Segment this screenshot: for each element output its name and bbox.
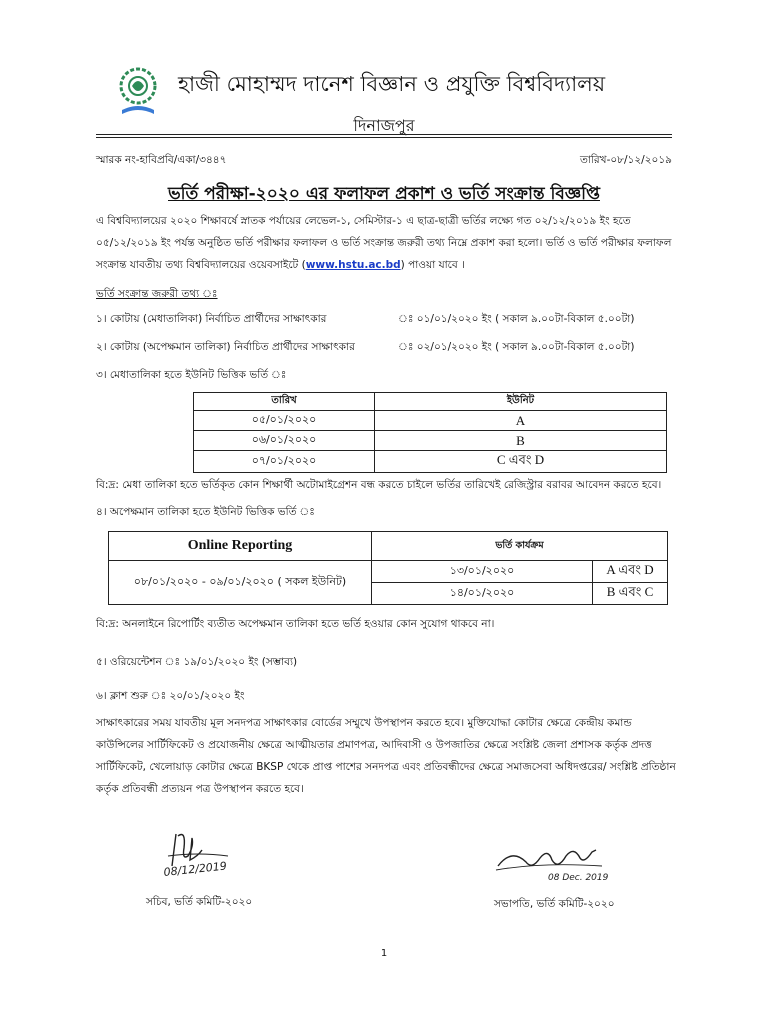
row-date: ০৫/০১/২০২০ [194,411,375,431]
table-row [194,451,667,473]
table-header-row [109,532,668,561]
row-date: ০৭/০১/২০২০ [194,451,375,473]
header-rule-thin [96,137,672,138]
page-number: 1 [380,948,388,959]
item-6-class-start: ৬। ক্লাশ শুরু ঃ ২০/০১/২০২০ ইং [96,690,245,702]
intro-text-end: ) পাওয়া যাবে । [400,259,465,271]
notice-date: তারিখ-০৮/১২/২০১৯ [579,154,672,166]
item-1-label: ১। কোটায় (মেধাতালিকা) নির্বাচিত প্রার্থীদের সাক্ষাৎকার [96,313,327,325]
item-5-orientation: ৫। ওরিয়েন্টেশন ঃ ১৯/০১/২০২০ ইং (সম্ভাব্য) [96,656,298,668]
note-online-reporting: বি:দ্র: অনলাইনে রিপোর্টিং ব্যতীত অপেক্ষমান তালিকা হতে ভর্তি হওয়ার কোন সুযোগ থাকবে না। [96,618,495,630]
reporting-date-range: ০৮/০১/২০২০ - ০৯/০১/২০২০ ( সকল ইউনিট) [109,561,372,605]
info-heading: ভর্তি সংক্রান্ত জরুরী তথ্য ঃ [96,288,218,300]
item-2-label: ২। কোটায় (অপেক্ষমান তালিকা) নির্বাচিত প্রার্থীদের সাক্ষাৎকার [96,341,355,353]
president-signature-date: 08 Dec. 2019 [548,873,609,883]
memo-number: স্মারক নং-হাবিপ্রবি/একা/৩৪৪৭ [96,154,227,166]
table-row [109,561,668,583]
row-date: ০৬/০১/২০২০ [194,431,375,451]
secretary-signature-date: 08/12/2019 [162,859,228,879]
merit-unit-table [193,392,667,473]
president-title: সভাপতি, ভর্তি কমিটি-২০২০ [494,898,615,910]
row-unit: A এবং D [593,561,668,583]
item-3-label: ৩। মেধাতালিকা হতে ইউনিট ভিত্তিক ভর্তি ঃ [96,369,287,381]
intro-paragraph [96,210,676,276]
note-migration: বি:দ্র: মেধা তালিকা হতে ভর্তিকৃত কোন শিক্ষার্থী অটোমাইগ্রেশন বন্ধ করতে চাইলে ভর্তির তারিখেই রেজিস্ট্রার বরাবর আবেদন করতে হবে। [96,479,662,491]
header-date: তারিখ [194,393,375,411]
row-unit: A [375,411,667,431]
header-rule [96,134,672,135]
closing-paragraph: সাক্ষাৎকারের সময় যাবতীয় মূল সনদপত্র সাক্ষাৎকার বোর্ডের সম্মুখে উপস্থাপন করতে হবে। মুক্তিযোদ্ধা কোটার ক্ষেত্রে কেন্দ্রীয় কমান্ড কাউন্সিলের সার্টিফিকেট ও প্রযোজনীয় ক্ষেত্রে আত্মীয়তার প্রমাণপত্র, আদিবাসী ও উপজাতির ক্ষেত্রে সংশ্লিষ্ট জেলা প্রশাসক কর্তৃক প্রদত্ত সার্টিফিকেট, খেলোয়াড় কোটার ক্ষেত্রে BKSP থেকে প্রাপ্ত পাশের সনদপত্র এবং প্রতিবন্ধীদের ক্ষেত্রে সমাজসেবা অধিদপ্তরের/ সংশ্লিষ্ট প্রতিষ্ঠান কর্তৃক প্রতিবন্ধী প্রত্যয়ন পত্র উপস্থাপন করতে হবে। [96,717,676,795]
item-4-label: ৪। অপেক্ষমান তালিকা হতে ইউনিট ভিত্তিক ভর্তি ঃ [96,506,315,518]
item-2-value: ঃ ০২/০১/২০২০ ইং ( সকাল ৯.০০টা-বিকাল ৫.০০টা) [398,341,635,353]
row-date: ১৪/০১/২০২০ [372,583,593,605]
item-1-value: ঃ ০১/০১/২০২০ ইং ( সকাল ৯.০০টা-বিকাল ৫.০০টা) [398,313,635,325]
intro-text: এ বিশ্ববিদ্যালয়ের ২০২০ শিক্ষাবর্ষে স্নাতক পর্যায়ের লেভেল-১, সেমিস্টার-১ এ ছাত্র-ছাত্রী ভর্তির লক্ষ্যে গত ০২/১২/২০১৯ ইং হতে ০৫/১২/২০১৯ ইং পর্যন্ত অনুষ্ঠিত ভর্তি পরীক্ষার ফলাফল ও ভর্তি সংক্রান্ত জরুরী তথ্য নিম্নে প্রকাশ করা হলো। ভর্তি ও ভর্তি পরীক্ষার ফলাফল সংক্রান্ত যাবতীয় তথ্য বিশ্ববিদ্যালয়ের ওয়েবসাইটে ( [96,215,672,271]
secretary-title: সচিব, ভর্তি কমিটি-২০২০ [146,896,253,908]
header-unit: ইউনিট [375,393,667,411]
website-link[interactable]: www.hstu.ac.bd [305,259,401,271]
city-name: দিনাজপুর [353,116,415,135]
row-unit: C এবং D [375,451,667,473]
row-unit: B [375,431,667,451]
secretary-signature [158,826,258,882]
table-header-row [194,393,667,411]
university-name: হাজী মোহাম্মদ দানেশ বিজ্ঞান ও প্রযুক্তি বিশ্ববিদ্যালয় [178,72,606,96]
online-reporting-header: Online Reporting [109,532,372,561]
waiting-list-table [108,531,668,605]
president-signature [492,840,620,884]
table-row [194,431,667,451]
university-logo [116,66,160,118]
row-date: ১৩/০১/২০২০ [372,561,593,583]
row-unit: B এবং C [593,583,668,605]
admission-activity-header: ভর্তি কার্যক্রম [372,532,668,561]
notice-title: ভর্তি পরীক্ষা-২০২০ এর ফলাফল প্রকাশ ও ভর্তি সংক্রান্ত বিজ্ঞপ্তি [168,184,600,204]
table-row [194,411,667,431]
